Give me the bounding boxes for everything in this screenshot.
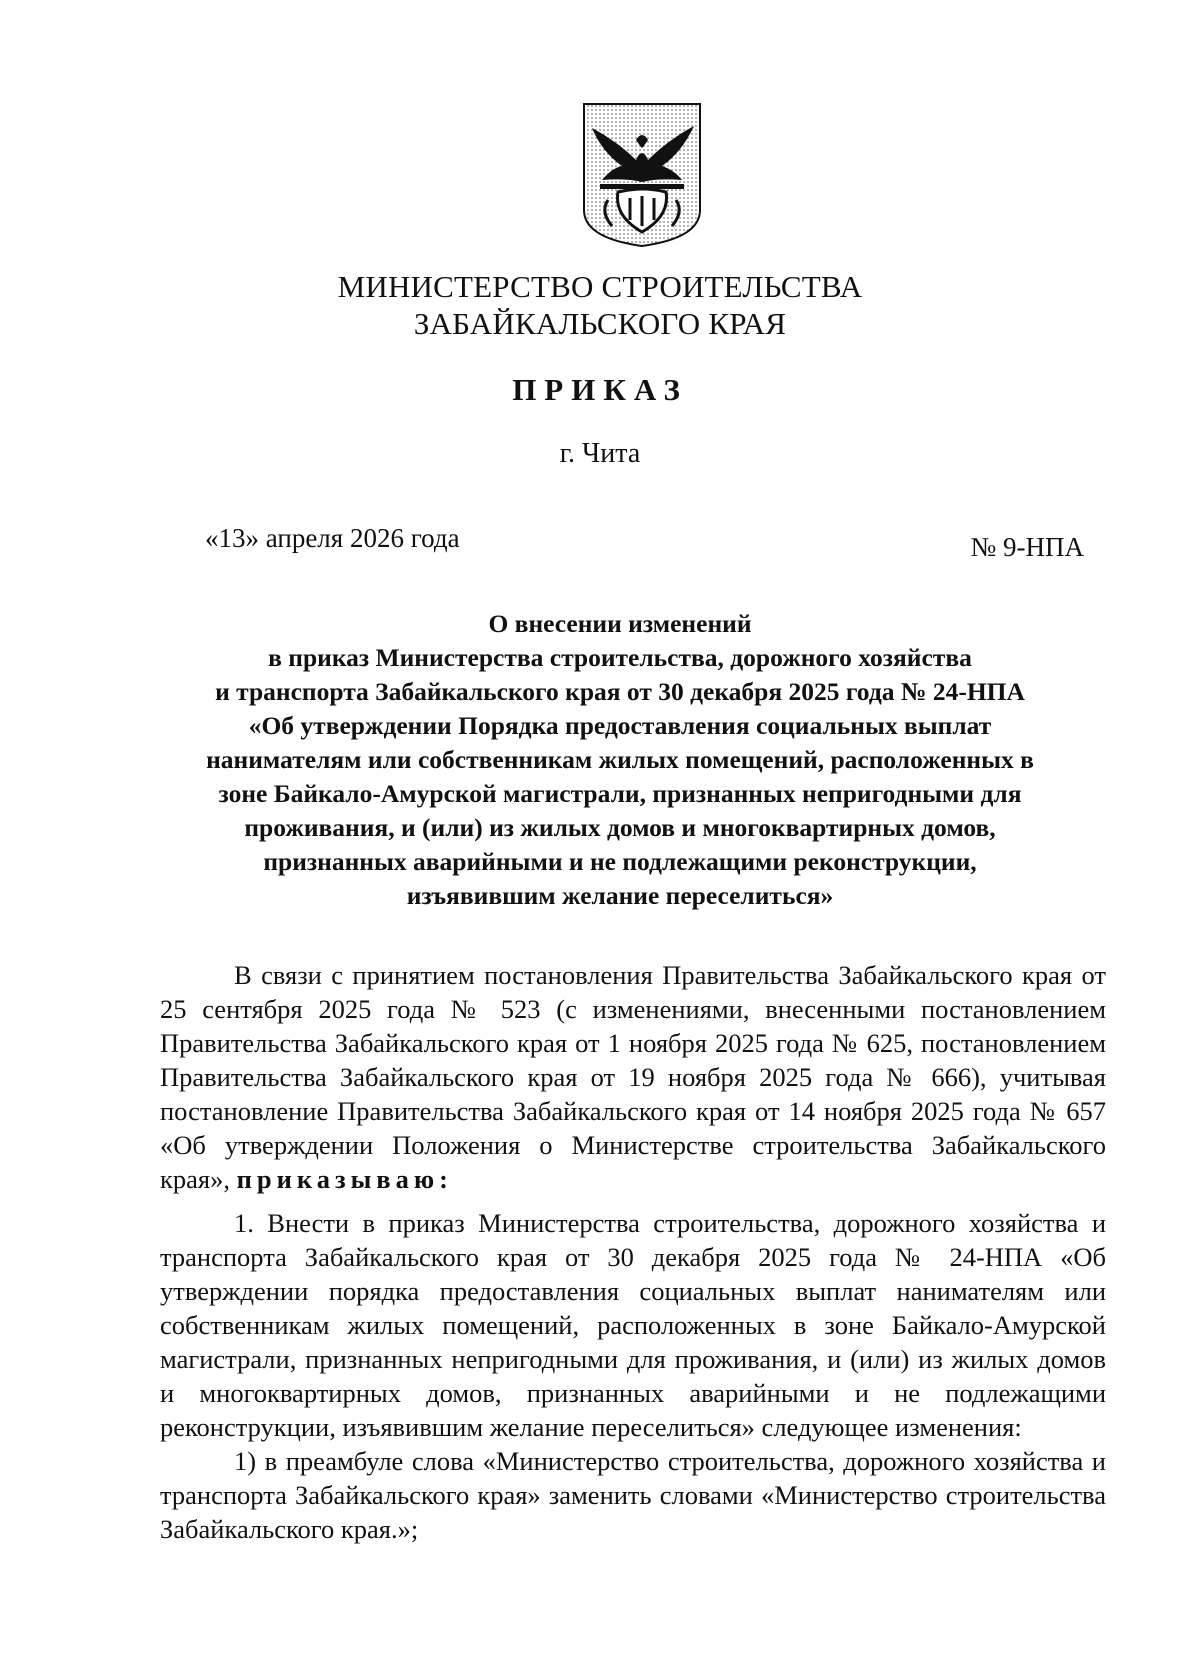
coat-of-arms-emblem [578,100,706,250]
order-date: «13» апреля 2026 года [205,523,460,553]
subject-line: «Об утверждении Порядка предоставления социальных выплат [248,711,992,740]
subject-line: О внесении изменений [488,609,752,638]
subject-line: нанимателям или собственникам жилых помещений, расположенных в [206,745,1034,774]
ministry-name-line-2: ЗАБАЙКАЛЬСКОГО КРАЯ [413,306,787,341]
subject-line: изъявившим желание переселиться» [406,881,834,910]
order-body [160,958,1106,1546]
subject-line: зоне Байкало-Амурской магистрали, признанных непригодными для [218,779,1022,808]
subject-line: признанных аварийными и не подлежащими реконструкции, [263,847,977,876]
subject-line: проживания, и (или) из жилых домов и многоквартирных домов, [244,813,996,842]
preamble-text: В связи с принятием постановления Правительства Забайкальского края от 25 сентября 2025 года № 523 (с изменениями, внесенными постановлением Правительства Забайкальского края от 1 ноября 2025 года № 625, постановлением Правительства Забайкальского края от 19 ноября 2025 года № 666), учитывая постановление Правительства Забайкальского края от 14 ноября 2025 года № 657 «Об утверждении Положения о Министерстве строительства Забайкальского края», [160,960,1106,1194]
preamble-paragraph [160,958,1106,1196]
subject-line: и транспорта Забайкальского края от 30 декабря 2025 года № 24-НПА [215,677,1025,706]
subject-line: в приказ Министерства строительства, дорожного хозяйства [268,643,972,672]
ministry-name-line-1: МИНИСТЕРСТВО СТРОИТЕЛЬСТВА [337,269,863,304]
order-subject [150,607,1090,913]
order-word: приказываю: [236,1164,453,1194]
item-1-1-paragraph: 1) в преамбуле слова «Министерство строительства, дорожного хозяйства и транспорта Забайкальского края» заменить словами «Министерство строительства Забайкальского края.»; [160,1446,1106,1544]
ministry-name [0,268,1200,342]
city-name: г. Чита [559,438,641,469]
order-number: № 9-НПА [970,532,1084,562]
item-1-paragraph: 1. Внести в приказ Министерства строительства, дорожного хозяйства и транспорта Забайкальского края от 30 декабря 2025 года № 24-НПА «Об утверждении порядка предоставления социальных выплат нанимателям или собственникам жилых помещений, расположенных в зоне Байкало-Амурской магистрали, признанных непригодными для проживания, и (или) из жилых домов и многоквартирных домов, признанных аварийными и не подлежащими реконструкции, изъявившим желание переселиться» следующее изменения: [160,1208,1106,1442]
document-type-title: ПРИКАЗ [512,372,688,407]
